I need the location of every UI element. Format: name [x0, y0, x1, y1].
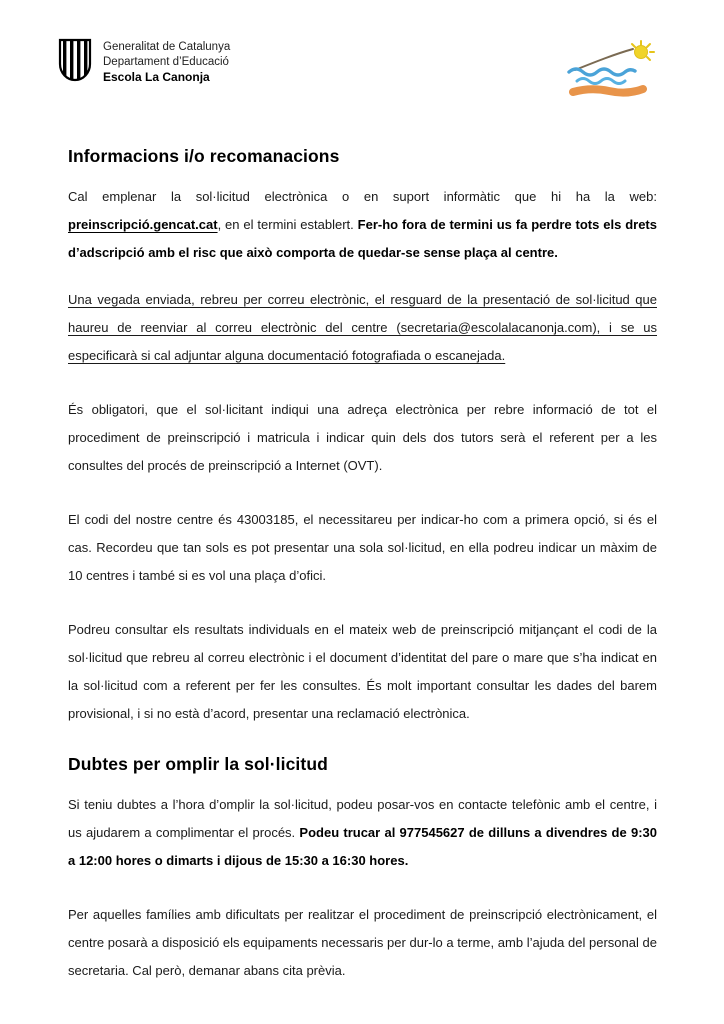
text-run: El codi del nostre centre és 43003185, el necessitareu per indicar-ho com a primera opció, si és el cas. Recordeu que tan sols es pot presentar una sola sol·licitud, en ella podreu indicar un màxim de 10 centres i també si es vol una plaça d’ofici. [68, 512, 657, 583]
text-run: Fer-ho fora de termini us fa perdre tots els drets d’adscripció amb el risc que això comporta de quedar-se sense plaça al centre. [68, 217, 657, 260]
org-identity-block [57, 38, 230, 85]
generalitat-shield-icon [57, 38, 93, 84]
document-header [57, 38, 657, 102]
text-run: Cal emplenar la sol·licitud electrònica o en suport informàtic que hi ha la web: [68, 189, 657, 204]
paragraph-web-termini [68, 183, 657, 267]
org-name: Generalitat de Catalunya [103, 41, 231, 53]
paragraph-equipaments-cita [68, 901, 657, 985]
paragraph-resguard-correu [68, 286, 657, 370]
document-body [68, 146, 657, 985]
text-run: Podreu consultar els resultats individuals en el mateix web de preinscripció mitjançant el codi de la sol·licitud que rebreu al correu electrònic i el document d’identitat del pare o mare que s’ha indicat en la sol·licitud com a referent per fer les consultes. És molt important consultar les dades del barem provisional, i si no està d’acord, presentar una reclamació electrònica. [68, 622, 657, 721]
school-logo-drawing-icon [557, 40, 657, 102]
section-title-informacions: Informacions i/o recomanacions [68, 146, 340, 166]
text-run: És obligatori, que el sol·licitant indiqui una adreça electrònica per rebre informació de tot el procediment de preinscripció i matricula i indicar quin dels dos tutors serà el referent per a les consultes del procés de preinscripció a Internet (OVT). [68, 402, 657, 473]
org-department: Departament d’Educació [103, 56, 229, 68]
text-run: Si teniu dubtes a l’hora d’omplir la sol·licitud, podeu posar-vos en contacte telefònic amb el centre, i us ajudarem a complimentar el procés. [68, 797, 657, 840]
paragraph-codi-centre [68, 506, 657, 590]
paragraph-contacte-telefonic [68, 791, 657, 875]
text-run: Podeu trucar al 977545627 de dilluns a divendres de 9:30 a 12:00 hores o dimarts i dijous de 15:30 a 16:30 hores. [68, 825, 657, 868]
text-run: , en el termini establert. [217, 217, 358, 232]
paragraph-resultats-individuals [68, 616, 657, 728]
org-school-name: Escola La Canonja [103, 70, 210, 84]
text-run: Una vegada enviada, rebreu per correu electrònic, el resguard de la presentació de sol·licitud que haureu de reenviar al correu electrònic del centre (secretaria@escolalacanonja.com), i se us especificarà si cal adjuntar alguna documentació fotografiada o escanejada. [68, 292, 657, 363]
org-text-lines [103, 38, 230, 85]
text-run: preinscripció.gencat.cat [68, 217, 218, 232]
section-title-dubtes: Dubtes per omplir la sol·licitud [68, 754, 328, 774]
paragraph-adreca-electronica [68, 396, 657, 480]
text-run: Per aquelles famílies amb dificultats per realitzar el procediment de preinscripció electrònicament, el centre posarà a disposició els equipaments necessaris per dur-lo a terme, amb l’ajuda del personal de secretaria. Cal però, demanar abans cita prèvia. [68, 907, 657, 978]
